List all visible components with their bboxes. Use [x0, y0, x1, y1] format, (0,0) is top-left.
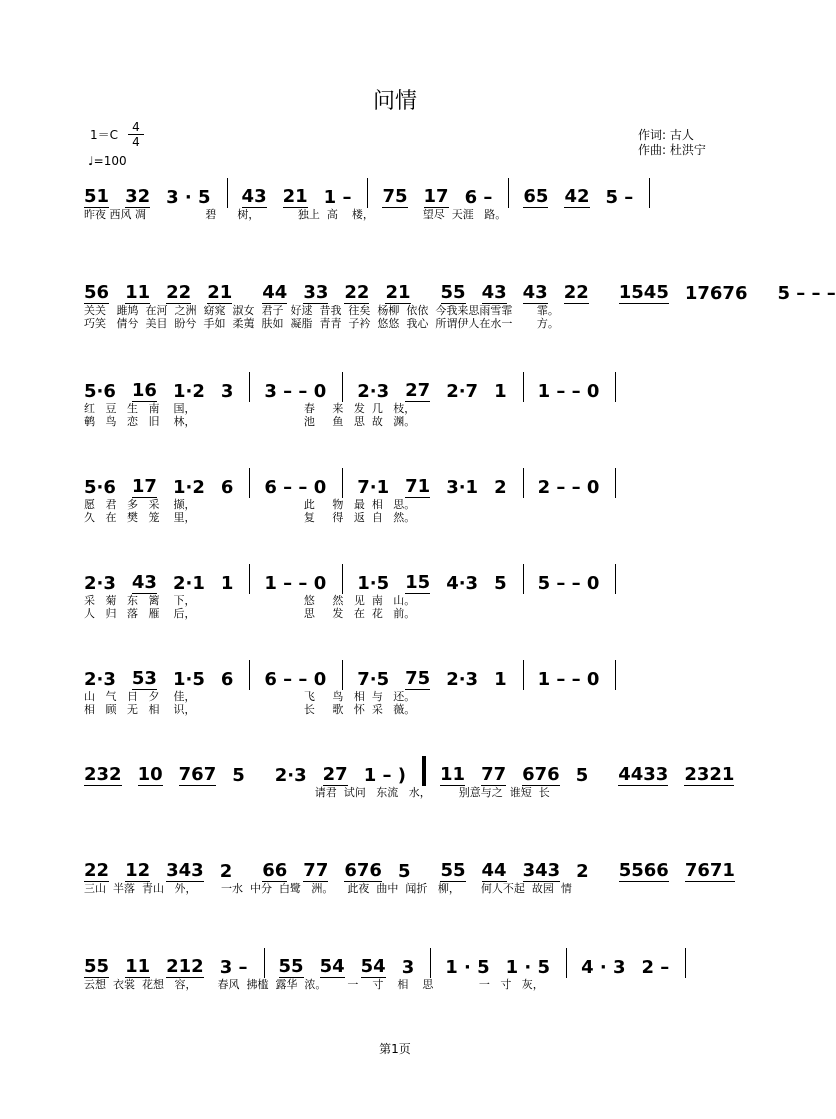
lyric-line: 红 豆 生 南 国， 春 来 发 几 枝， — [84, 402, 416, 415]
note-group: 1545 — [618, 282, 669, 303]
note-group: 1·2 — [172, 477, 205, 498]
note-group: 53 — [131, 668, 157, 689]
barline — [649, 178, 650, 208]
barline — [615, 564, 616, 594]
note-group: 3 – – 0 — [264, 381, 327, 402]
note-group: 17676 — [684, 283, 748, 304]
barline — [615, 468, 616, 498]
note-group: 44 — [481, 860, 507, 881]
note-group: 43 — [241, 186, 267, 207]
note-group: 343 — [522, 860, 561, 881]
barline — [249, 564, 250, 594]
note-group: 77 — [481, 764, 507, 785]
note-group: 11 — [125, 282, 151, 303]
note-group: 1 · 5 — [505, 957, 551, 978]
time-numerator: 4 — [128, 120, 144, 135]
note-group: 12 — [125, 860, 151, 881]
note-group: 1 — [220, 573, 234, 594]
note-group: 2 — [219, 861, 233, 882]
note-group: 5 – — [605, 187, 634, 208]
note-group: 676 — [344, 860, 382, 881]
note-group: 2·3 — [357, 381, 390, 402]
note-group: 65 — [523, 186, 549, 207]
note-group: 32 — [125, 186, 151, 207]
lyric-line: 昨夜 西风 凋 碧 树， 独上 高 楼， 望尽 天涯 路。 — [84, 208, 507, 221]
note-group: 2·3 — [274, 765, 307, 786]
note-group: 3 — [401, 957, 415, 978]
note-group: 5·6 — [84, 381, 116, 402]
note-row — [84, 946, 746, 978]
lyric-line: 人 归 落 雁 后， 思 发 在 花 前。 — [84, 607, 416, 620]
note-group: 1 – – 0 — [537, 381, 600, 402]
barline — [249, 468, 250, 498]
note-group: 55 — [84, 956, 110, 977]
barline — [430, 948, 431, 978]
time-denominator: 4 — [132, 135, 140, 149]
barline — [367, 178, 368, 208]
note-group: 6 — [220, 477, 234, 498]
note-group: 5 — [397, 861, 411, 882]
lyric-line: 巧笑 倩兮 美目 盼兮 手如 柔荑 肤如 凝脂 青青 子衿 悠悠 我心 所谓伊人在水一 方。 — [84, 317, 559, 330]
note-group: 75 — [405, 668, 431, 689]
barline — [615, 660, 616, 690]
note-group: 343 — [166, 860, 204, 881]
note-group: 21 — [282, 186, 308, 207]
note-group: 27 — [322, 764, 348, 785]
lyric-line: 三山 半落 青山 外， 一水 中分 白鹭 洲。 此夜 曲中 闻折 柳， 何人不起 故园 情 — [84, 882, 572, 895]
lyric-line: 请君 试问 东流 水， 别意与之 谁短 长 — [84, 786, 550, 799]
note-row — [84, 466, 746, 498]
note-group: 5 — [575, 765, 589, 786]
note-group: 16 — [131, 380, 157, 401]
lyric-line: 关关 雎鸠 在河 之洲 窈窕 淑女 君子 好逑 昔我 往矣 杨柳 依依 今我来思雨雪霏 霏。 — [84, 304, 559, 317]
barline — [227, 178, 228, 208]
note-group: 2 – — [641, 957, 670, 978]
note-group: 22 — [166, 282, 192, 303]
note-group: 55 — [440, 282, 466, 303]
note-group: 2·7 — [446, 381, 479, 402]
barline — [342, 564, 343, 594]
note-group: 11 — [440, 764, 466, 785]
barline — [342, 372, 343, 402]
credits — [638, 128, 706, 158]
note-group: 11 — [125, 956, 151, 977]
barline — [342, 660, 343, 690]
note-group: 1·5 — [357, 573, 390, 594]
score-line — [84, 466, 746, 524]
note-group: 4·3 — [446, 573, 479, 594]
note-group: 2 — [494, 477, 507, 498]
note-group: 55 — [278, 956, 304, 977]
note-group: 51 — [84, 186, 110, 207]
note-group: 2 – – 0 — [537, 477, 600, 498]
note-group: 6 – – 0 — [264, 669, 327, 690]
note-group: 4 · 3 — [581, 957, 626, 978]
note-group: 43 — [131, 572, 157, 593]
note-row — [84, 176, 746, 208]
score-line — [84, 946, 746, 991]
note-group: 2·3 — [84, 669, 116, 690]
note-group: 33 — [303, 282, 329, 303]
note-group: 1 — [494, 381, 507, 402]
barline — [523, 660, 524, 690]
note-row — [84, 658, 746, 690]
tempo-marking: ♩=100 — [88, 154, 127, 168]
score-line — [84, 754, 746, 799]
note-group: 2·3 — [84, 573, 116, 594]
note-group: 1·2 — [172, 381, 205, 402]
note-group: 5 — [232, 765, 245, 786]
lyric-line: 愿 君 多 采 撷， 此 物 最 相 思。 — [84, 498, 416, 511]
note-group: 43 — [522, 282, 548, 303]
note-group: 55 — [440, 860, 466, 881]
note-group: 44 — [262, 282, 288, 303]
note-group: 2 — [576, 861, 589, 882]
note-group: 1 – – 0 — [264, 573, 327, 594]
note-group: 3 · 5 — [166, 187, 211, 208]
lyric-line: 采 菊 东 篱 下， 悠 然 见 南 山。 — [84, 594, 416, 607]
note-group: 7·5 — [357, 669, 390, 690]
barline — [523, 372, 524, 402]
note-group: 1 – ) — [363, 765, 406, 786]
lyric-line: 相 顾 无 相 识， 长 歌 怀 采 薇。 — [84, 703, 416, 716]
note-group: 22 — [84, 860, 110, 881]
lyric-line: 鹌 鸟 恋 旧 林， 池 鱼 思 故 渊。 — [84, 415, 416, 428]
note-group: 767 — [178, 764, 217, 785]
barline — [685, 948, 686, 978]
note-row — [84, 272, 836, 304]
note-group: 2·3 — [446, 669, 479, 690]
note-group: 42 — [564, 186, 590, 207]
note-group: 10 — [137, 764, 163, 785]
lyricist: 作词: 古人 — [638, 128, 694, 142]
note-group: 56 — [84, 282, 110, 303]
key-signature: 1＝C — [90, 128, 119, 142]
note-group: 1 · 5 — [445, 957, 490, 978]
note-group: 22 — [344, 282, 370, 303]
time-signature — [128, 120, 144, 149]
note-group: 2·1 — [172, 573, 205, 594]
barline — [523, 468, 524, 498]
note-group: 4433 — [618, 764, 669, 785]
note-group: 232 — [84, 764, 122, 785]
note-group: 3 — [220, 381, 234, 402]
note-group: 77 — [303, 860, 329, 881]
note-group: 5 – – 0 — [537, 573, 600, 594]
barline — [342, 468, 343, 498]
note-group: 17 — [423, 186, 449, 207]
note-group: 43 — [481, 282, 507, 303]
note-group: 5·6 — [84, 477, 116, 498]
note-group: 21 — [385, 282, 411, 303]
note-group: 1 – — [323, 187, 352, 208]
note-group: 54 — [360, 956, 386, 977]
note-group: 17 — [131, 476, 157, 497]
note-group: 3 – — [219, 957, 248, 978]
note-group: 1 — [494, 669, 507, 690]
note-group: 676 — [522, 764, 560, 785]
note-group: 1 – – 0 — [537, 669, 600, 690]
note-group: 1·5 — [172, 669, 205, 690]
note-group: 5566 — [618, 860, 669, 881]
barline — [523, 564, 524, 594]
note-group: 15 — [405, 572, 431, 593]
lyric-line: 久 在 樊 笼 里， 复 得 返 自 然。 — [84, 511, 416, 524]
note-group: 6 – — [464, 187, 493, 208]
note-group: 7671 — [684, 860, 735, 881]
note-group: 21 — [207, 282, 233, 303]
note-group: 54 — [319, 956, 345, 977]
note-group: 66 — [262, 860, 288, 881]
note-row — [84, 754, 746, 786]
note-row — [84, 370, 746, 402]
note-row — [84, 562, 746, 594]
score-line — [84, 658, 746, 716]
note-group: 71 — [405, 476, 431, 497]
note-group: 7·1 — [357, 477, 390, 498]
score-line — [84, 272, 836, 330]
score-line — [84, 850, 746, 895]
barline — [566, 948, 567, 978]
note-group: 6 – – 0 — [264, 477, 327, 498]
note-group: 5 — [494, 573, 507, 594]
composer: 作曲: 杜洪宁 — [638, 143, 706, 157]
note-group: 6 — [220, 669, 234, 690]
barline — [249, 372, 250, 402]
barline — [508, 178, 509, 208]
note-row — [84, 850, 746, 882]
barline — [615, 372, 616, 402]
repeat-barline — [422, 756, 426, 786]
score-line — [84, 176, 746, 221]
note-group: 2321 — [684, 764, 735, 785]
note-group: 3·1 — [446, 477, 479, 498]
barline — [249, 660, 250, 690]
score-line — [84, 370, 746, 428]
note-group: 212 — [166, 956, 204, 977]
note-group: 22 — [563, 282, 589, 303]
barline — [264, 948, 265, 978]
score-line — [84, 562, 746, 620]
note-group: 75 — [382, 186, 408, 207]
page-number: 第1页 — [379, 1042, 411, 1056]
lyric-line: 云想 衣裳 花想 容， 春风 拂槛 露华 浓。 一 寸 相 思 一 寸 灰， — [84, 978, 544, 991]
note-group: 5 – – – — [777, 283, 836, 304]
note-group: 27 — [405, 380, 431, 401]
lyric-line: 山 气 日 夕 佳， 飞 鸟 相 与 还。 — [84, 690, 416, 703]
song-title: 问情 — [372, 89, 417, 114]
